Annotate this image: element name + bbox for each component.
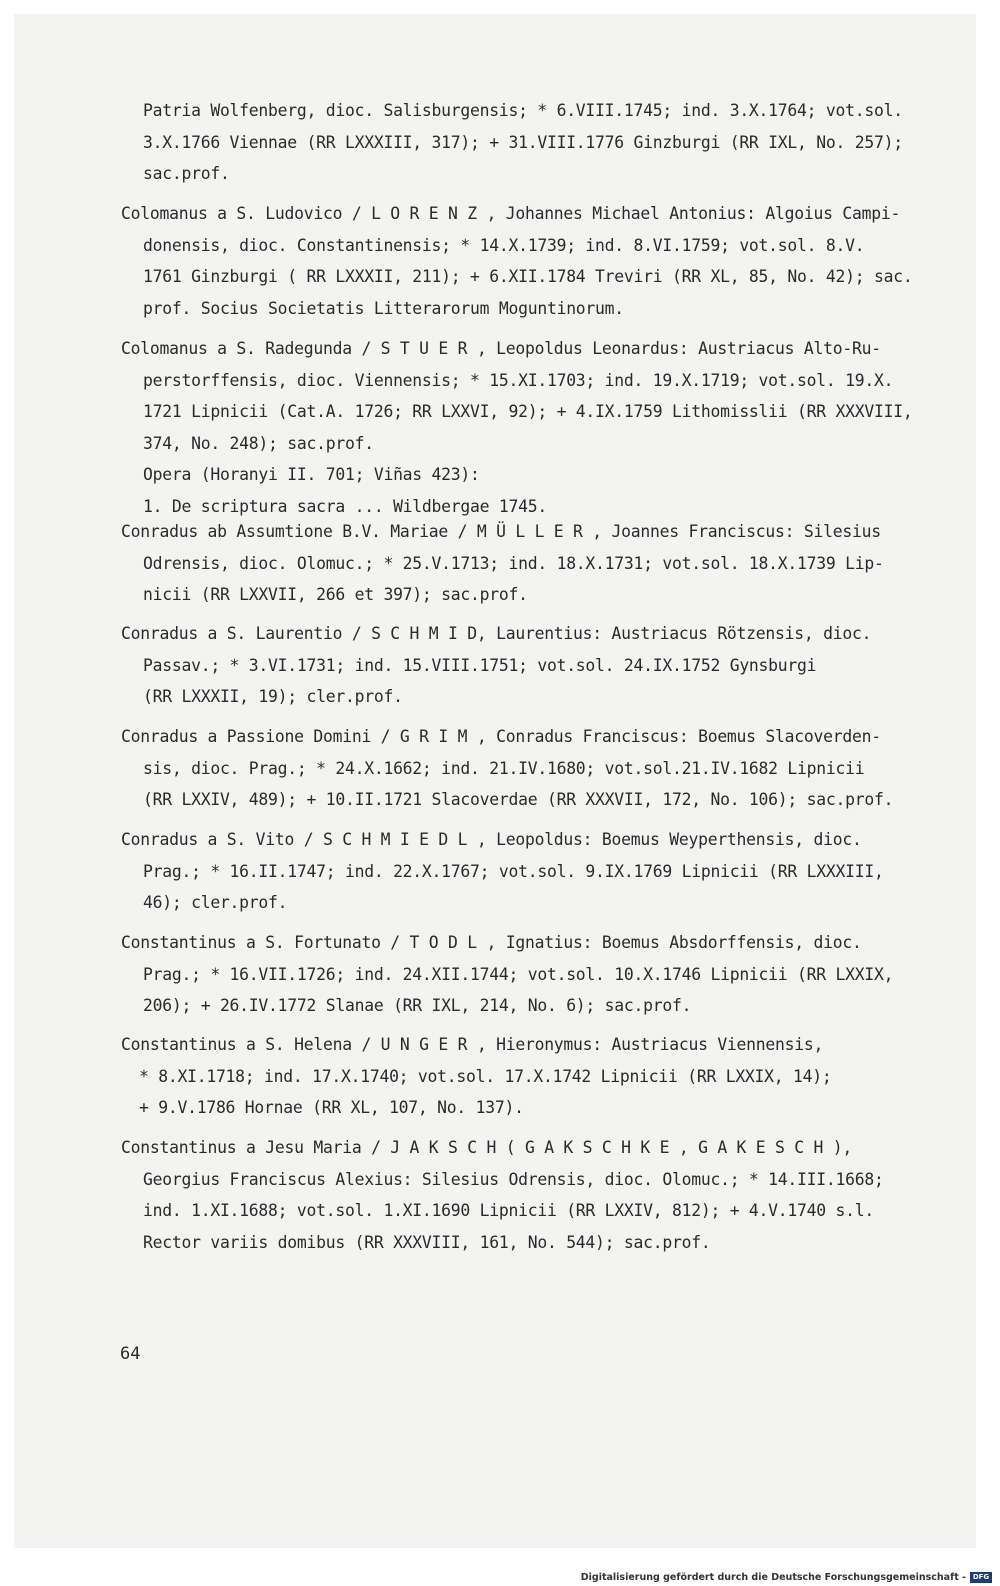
entry-line: (RR LXXXII, 19); cler.prof. — [143, 687, 403, 706]
entry-line: Conradus ab Assumtione B.V. Mariae / M Ü L L E R , Joannes Franciscus: Silesius — [121, 522, 881, 541]
footer — [581, 1572, 992, 1583]
entry-line: 1. De scriptura sacra ... Wildbergae 1745. — [143, 496, 547, 516]
entry — [121, 1132, 966, 1258]
entry-line: perstorffensis, dioc. Viennensis; * 15.XI.1703; ind. 19.X.1719; vot.sol. 19.X. — [143, 370, 894, 390]
entry-line: Patria Wolfenberg, dioc. Salisburgensis; * 6.VIII.1745; ind. 3.X.1764; vot.sol. — [143, 101, 903, 120]
entry-line: Passav.; * 3.VI.1731; ind. 15.VIII.1751; vot.sol. 24.IX.1752 Gynsburgi — [143, 655, 817, 675]
entry-line: Conradus a S. Laurentio / S C H M I D, Laurentius: Austriacus Rötzensis, dioc. — [121, 624, 872, 643]
entry — [121, 333, 966, 522]
entry — [121, 824, 966, 919]
entry-line: 46); cler.prof. — [143, 893, 288, 912]
entry — [121, 1029, 966, 1124]
entry — [121, 95, 966, 190]
entry — [121, 721, 966, 816]
entry-line: Colomanus a S. Radegunda / S T U E R , Leopoldus Leonardus: Austriacus Alto-Ru- — [121, 339, 881, 358]
footer-text: Digitalisierung gefördert durch die Deutsche Forschungsgemeinschaft - — [580, 1572, 966, 1583]
entry — [121, 927, 966, 1022]
entry-line: Prag.; * 16.II.1747; ind. 22.X.1767; vot.sol. 9.IX.1769 Lipnicii (RR LXXXIII, — [143, 861, 884, 881]
entry-line: nicii (RR LXXVII, 266 et 397); sac.prof. — [143, 585, 528, 604]
entry — [121, 198, 966, 324]
entry-line: Constantinus a Jesu Maria / J A K S C H ( G A K S C H K E , G A K E S C H ), — [121, 1138, 852, 1157]
entry-line: 206); + 26.IV.1772 Slanae (RR IXL, 214, No. 6); sac.prof. — [143, 996, 692, 1015]
entry-line: sac.prof. — [143, 164, 230, 183]
page-number: 64 — [120, 1344, 141, 1364]
entry-line: donensis, dioc. Constantinensis; * 14.X.1739; ind. 8.VI.1759; vot.sol. 8.V. — [143, 235, 865, 255]
entry — [121, 516, 966, 611]
entry-line: Constantinus a S. Fortunato / T O D L , Ignatius: Boemus Absdorffensis, dioc. — [121, 933, 862, 952]
entry-line: 3.X.1766 Viennae (RR LXXXIII, 317); + 31.VIII.1776 Ginzburgi (RR IXL, No. 257); — [143, 132, 903, 152]
entry-line: Georgius Franciscus Alexius: Silesius Odrensis, dioc. Olomuc.; * 14.III.1668; — [143, 1169, 884, 1189]
entry-line: 374, No. 248); sac.prof. — [143, 433, 374, 453]
entry-line: + 9.V.1786 Hornae (RR XL, 107, No. 137). — [139, 1098, 524, 1117]
entry-line: Odrensis, dioc. Olomuc.; * 25.V.1713; ind. 18.X.1731; vot.sol. 18.X.1739 Lip- — [143, 553, 884, 573]
entry-line: sis, dioc. Prag.; * 24.X.1662; ind. 21.IV.1680; vot.sol.21.IV.1682 Lipnicii — [143, 758, 865, 778]
entry-line: Conradus a S. Vito / S C H M I E D L , Leopoldus: Boemus Weyperthensis, dioc. — [121, 830, 862, 849]
entry-line: Rector variis domibus (RR XXXVIII, 161, No. 544); sac.prof. — [143, 1232, 711, 1252]
entry-line: prof. Socius Societatis Litterarorum Moguntinorum. — [143, 298, 624, 318]
entry-line: * 8.XI.1718; ind. 17.X.1740; vot.sol. 17.X.1742 Lipnicii (RR LXXIX, 14); — [139, 1066, 832, 1086]
entry — [121, 618, 966, 713]
entry-line: (RR LXXIV, 489); + 10.II.1721 Slacoverdae (RR XXXVII, 172, No. 106); sac.prof. — [143, 790, 894, 809]
dfg-logo-icon: DFG — [970, 1572, 992, 1583]
entry-line: 1721 Lipnicii (Cat.A. 1726; RR LXXVI, 92); + 4.IX.1759 Lithomisslii (RR XXXVIII, — [143, 402, 913, 421]
entry-line: Colomanus a S. Ludovico / L O R E N Z , Johannes Michael Antonius: Algoius Campi- — [121, 204, 901, 223]
entry-line: Constantinus a S. Helena / U N G E R , Hieronymus: Austriacus Viennensis, — [121, 1035, 824, 1054]
entry-line: Prag.; * 16.VII.1726; ind. 24.XII.1744; vot.sol. 10.X.1746 Lipnicii (RR LXXIX, — [143, 964, 894, 984]
entry-line: ind. 1.XI.1688; vot.sol. 1.XI.1690 Lipnicii (RR LXXIV, 812); + 4.V.1740 s.l. — [143, 1201, 874, 1220]
entry-line: 1761 Ginzburgi ( RR LXXXII, 211); + 6.XII.1784 Treviri (RR XL, 85, No. 42); sac. — [143, 267, 913, 286]
entry-line: Conradus a Passione Domini / G R I M , Conradus Franciscus: Boemus Slacoverden- — [121, 727, 881, 746]
entry-line: Opera (Horanyi II. 701; Viñas 423): — [143, 465, 480, 484]
